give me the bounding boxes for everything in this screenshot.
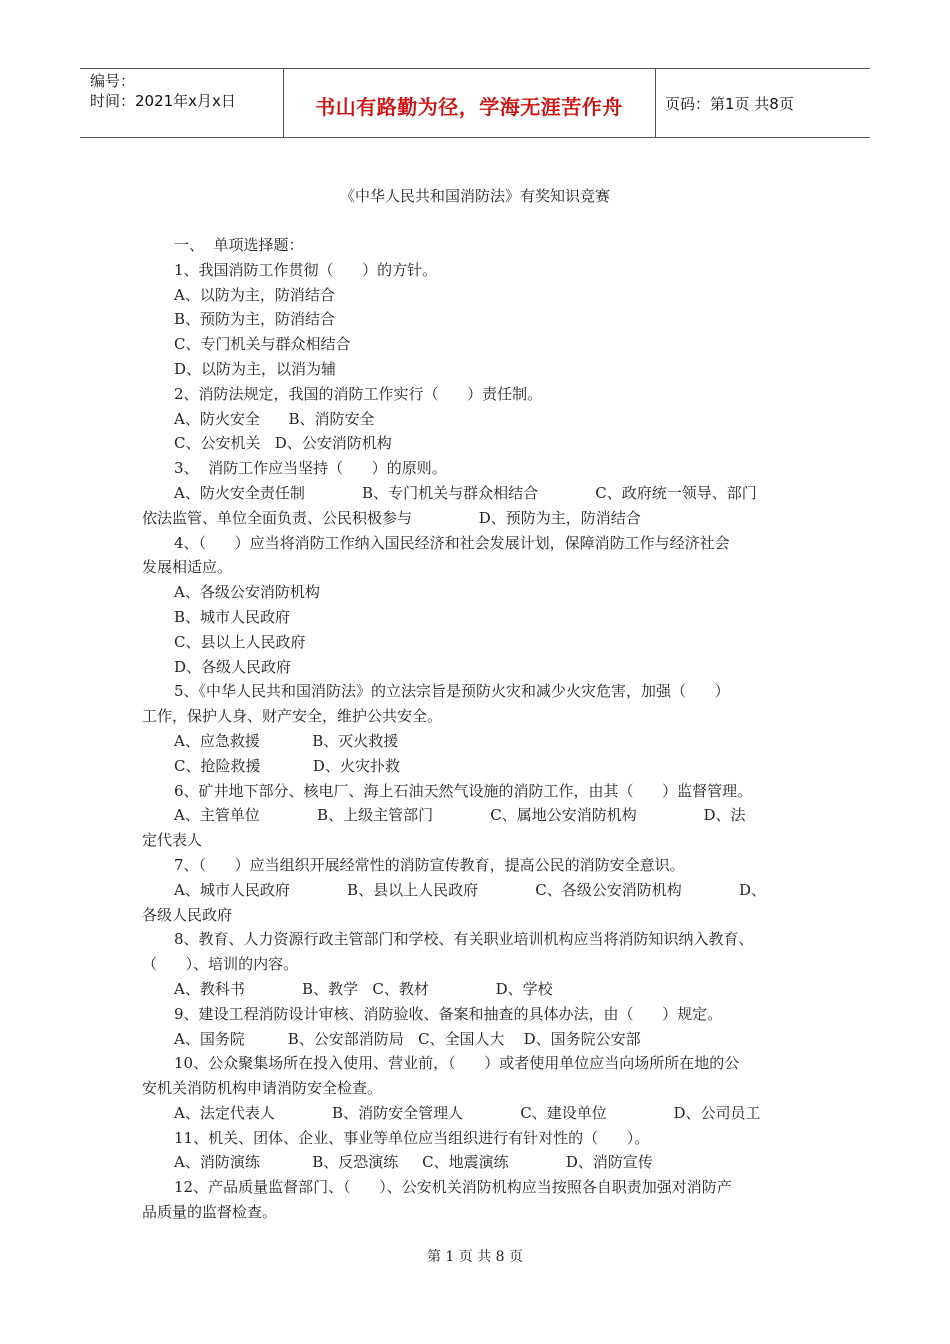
header-divider <box>655 69 656 137</box>
text-line: 依法监管、单位全面负责、公民积极参与 D、预防为主，防消结合 <box>142 508 641 527</box>
text-line: A、以防为主，防消结合 <box>174 285 335 304</box>
text-line: 5、《中华人民共和国消防法》的立法宗旨是预防火灾和减少火灾危害，加强（ ） <box>174 682 730 701</box>
text-line: 10、公众聚集场所在投入使用、营业前，（ ）或者使用单位应当向场所所在地的公 <box>174 1054 740 1073</box>
text-line: A、应急救援 B、灭火救援 <box>174 731 399 750</box>
text-line: 12、产品质量监督部门、（ ）、公安机关消防机构应当按照各自职责加强对消防产 <box>174 1178 732 1197</box>
document-title: 《中华人民共和国消防法》有奖知识竞赛 <box>339 187 610 205</box>
text-line: A、防火安全责任制 B、专门机关与群众相结合 C、政府统一领导、部门 <box>174 483 757 502</box>
text-line: C、公安机关 D、公安消防机构 <box>174 434 392 453</box>
page-footer: 第 1 页 共 8 页 <box>426 1249 524 1265</box>
document-body <box>142 233 814 1225</box>
text-line: 工作，保护人身、财产安全，维护公共安全。 <box>142 707 443 726</box>
text-line: A、防火安全 B、消防安全 <box>174 409 375 428</box>
text-line: A、教科书 B、教学 C、教材 D、学校 <box>174 979 553 998</box>
text-line: B、预防为主，防消结合 <box>174 310 336 329</box>
text-line: 1、我国消防工作贯彻（ ）的方针。 <box>174 260 438 279</box>
text-line: 8、教育、人力资源行政主管部门和学校、有关职业培训机构应当将消防知识纳入教育、 <box>174 930 754 949</box>
text-line: 11、机关、团体、企业、事业等单位应当组织进行有针对性的（ ）。 <box>174 1128 650 1147</box>
text-line: 3、 消防工作应当坚持（ ）的原则。 <box>174 459 447 478</box>
text-line: A、法定代表人 B、消防安全管理人 C、建设单位 D、公司员工 <box>174 1103 761 1122</box>
text-line: 定代表人 <box>142 831 203 850</box>
header-meta <box>90 71 236 111</box>
text-line: 各级人民政府 <box>142 905 233 924</box>
text-line: C、抢险救援 D、火灾扑救 <box>174 756 400 775</box>
text-line: 4、（ ）应当将消防工作纳入国民经济和社会发展计划，保障消防工作与经济社会 <box>174 533 730 552</box>
text-line: 品质量的监督检查。 <box>142 1203 278 1222</box>
header-motto: 书山有路勤为径，学海无涯苦作舟 <box>315 95 623 119</box>
text-line: A、消防演练 B、反恐演练 C、地震演练 D、消防宣传 <box>174 1153 653 1172</box>
text-line: 2、消防法规定，我国的消防工作实行（ ）责任制。 <box>174 384 543 403</box>
text-line: D、以防为主，以消为辅 <box>174 359 337 378</box>
text-line: 安机关消防机构申请消防安全检查。 <box>142 1079 383 1098</box>
text-line: B、城市人民政府 <box>174 607 291 626</box>
text-line: C、专门机关与群众相结合 <box>174 335 351 354</box>
number-label: 编号： <box>90 72 136 90</box>
text-line: 发展相适应。 <box>142 558 233 577</box>
text-line: C、县以上人民政府 <box>174 632 306 651</box>
date-label: 时间：2021年x月x日 <box>90 92 236 110</box>
text-line: 9、建设工程消防设计审核、消防验收、备案和抽查的具体办法，由（ ）规定。 <box>174 1004 723 1023</box>
text-line: 6、矿井地下部分、核电厂、海上石油天然气设施的消防工作，由其（ ）监督管理。 <box>174 781 753 800</box>
text-line: A、各级公安消防机构 <box>174 583 320 602</box>
text-line: 7、（ ）应当组织开展经常性的消防宣传教育，提高公民的消防安全意识。 <box>174 855 685 874</box>
page-header <box>80 68 870 138</box>
header-page-info: 页码：第1页 共8页 <box>665 95 794 113</box>
text-line: （ ）、培训的内容。 <box>142 955 299 974</box>
text-line: A、主管单位 B、上级主管部门 C、属地公安消防机构 D、法 <box>174 806 746 825</box>
text-line: A、城市人民政府 B、县以上人民政府 C、各级公安消防机构 D、 <box>174 880 767 899</box>
text-line: 一、 单项选择题： <box>174 236 304 254</box>
text-line: D、各级人民政府 <box>174 657 292 676</box>
text-line: A、国务院 B、公安部消防局 C、全国人大 D、国务院公安部 <box>174 1029 641 1048</box>
